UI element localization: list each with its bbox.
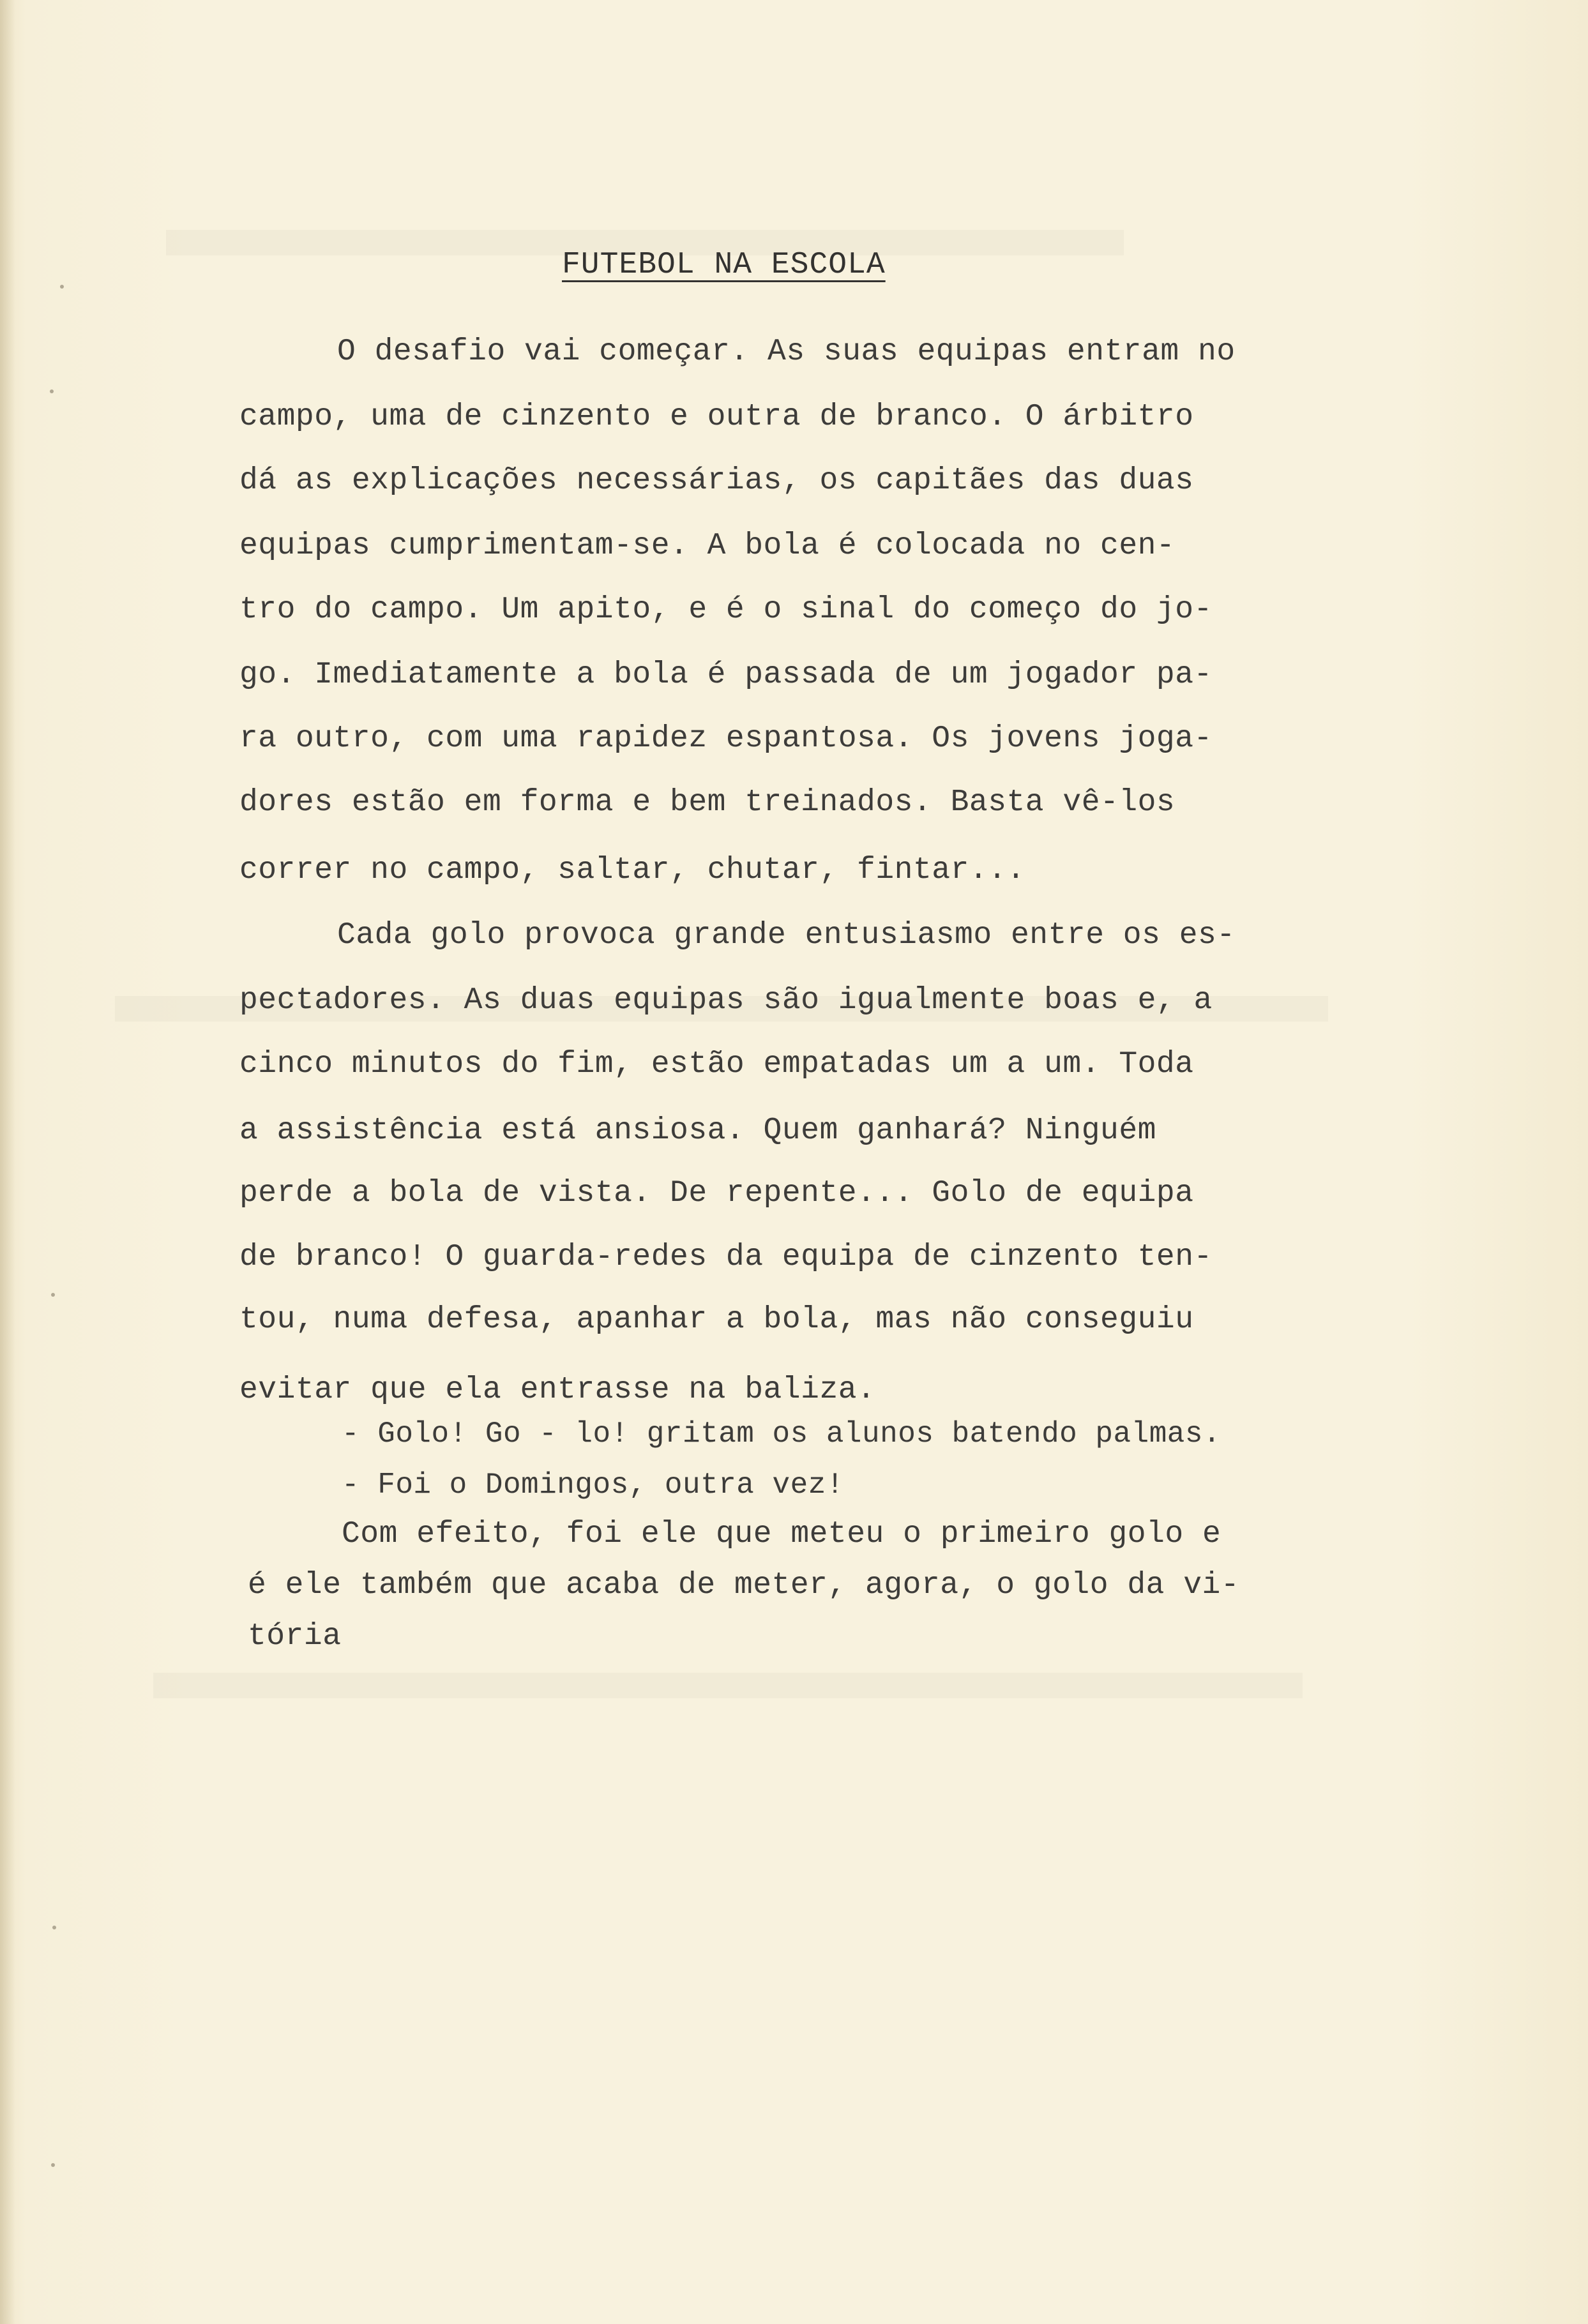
text-line: pectadores. As duas equipas são igualmente boas e, a <box>239 983 1213 1018</box>
show-through-bleed <box>153 1673 1303 1698</box>
text-line: ra outro, com uma rapidez espantosa. Os jovens joga- <box>239 721 1213 756</box>
text-line: a assistência está ansiosa. Quem ganhará? Ninguém <box>239 1113 1156 1148</box>
text-line: tória <box>248 1619 342 1654</box>
document-title: FUTEBOL NA ESCOLA <box>562 248 886 282</box>
paper-speck <box>52 1926 56 1929</box>
text-line: correr no campo, saltar, chutar, fintar... <box>239 853 1025 887</box>
text-line: cinco minutos do fim, estão empatadas um a um. Toda <box>239 1047 1194 1082</box>
text-line: de branco! O guarda-redes da equipa de cinzento ten- <box>239 1240 1213 1274</box>
text-line: dá as explicações necessárias, os capitães das duas <box>239 464 1194 498</box>
dialogue-line: - Golo! Go - lo! gritam os alunos batendo palmas. <box>342 1417 1221 1451</box>
paper-speck <box>51 2163 55 2167</box>
text-line: tou, numa defesa, apanhar a bola, mas não conseguiu <box>239 1302 1194 1337</box>
text-line: é ele também que acaba de meter, agora, o golo da vi- <box>248 1568 1240 1603</box>
paper-speck <box>60 285 64 289</box>
paper-speck <box>51 1293 55 1297</box>
dialogue-line: - Foi o Domingos, outra vez! <box>342 1468 844 1502</box>
text-line: campo, uma de cinzento e outra de branco. O árbitro <box>239 400 1194 434</box>
text-line: O desafio vai começar. As suas equipas entram no <box>337 335 1236 369</box>
text-line: equipas cumprimentam-se. A bola é colocada no cen- <box>239 529 1176 563</box>
text-line: Com efeito, foi ele que meteu o primeiro golo e <box>342 1517 1221 1551</box>
text-line: Cada golo provoca grande entusiasmo entre os es- <box>337 918 1236 953</box>
page-edge-shadow <box>0 0 15 2324</box>
text-line: go. Imediatamente a bola é passada de um jogador pa- <box>239 658 1213 692</box>
paper-speck <box>50 389 54 393</box>
text-line: evitar que ela entrasse na baliza. <box>239 1373 876 1407</box>
text-line: dores estão em forma e bem treinados. Basta vê-los <box>239 785 1176 820</box>
text-line: perde a bola de vista. De repente... Golo de equipa <box>239 1176 1194 1211</box>
text-line: tro do campo. Um apito, e é o sinal do começo do jo- <box>239 592 1213 627</box>
